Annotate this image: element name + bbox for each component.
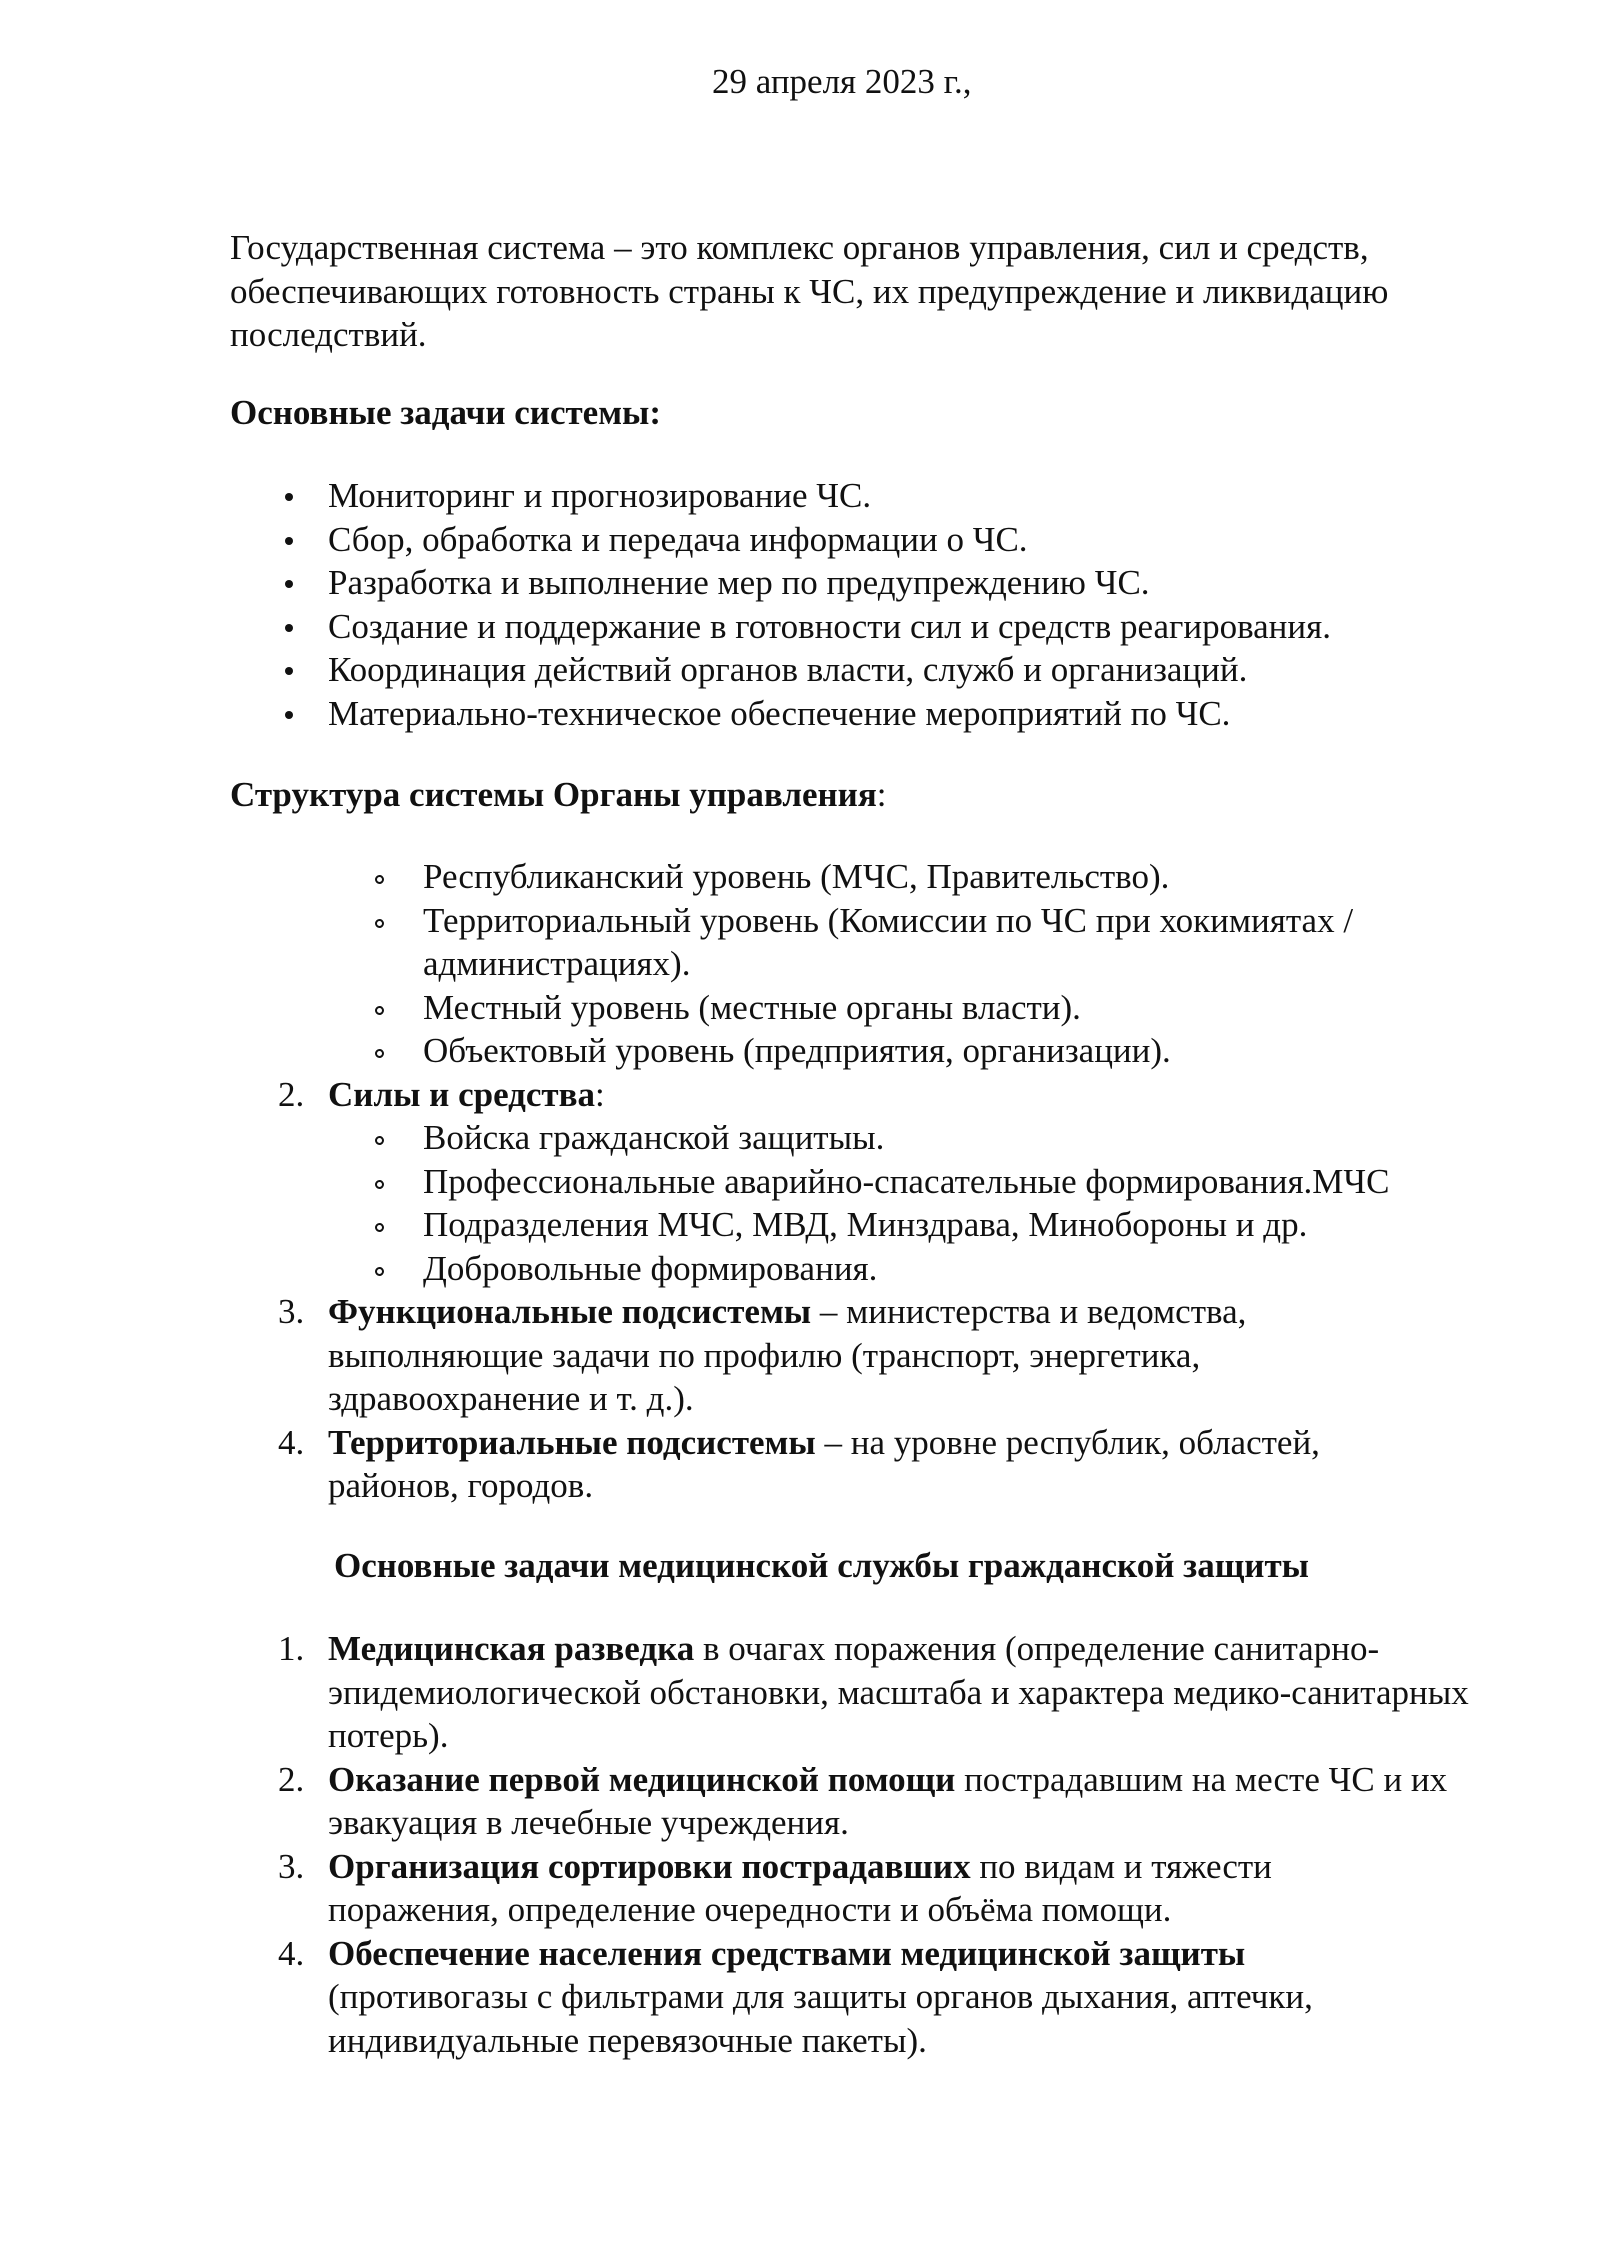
intro-paragraph: Государственная система – это комплекс органов управления, сил и средств, обеспечивающих готовность страны к ЧС, их предупреждение и ликвидацию последствий. bbox=[230, 228, 1389, 354]
list-item: Войска гражданской защитыы. bbox=[0, 1116, 1520, 1160]
governing-levels-list bbox=[0, 855, 1520, 1073]
list-item: Разработка и выполнение мер по предупреждению ЧС. bbox=[230, 561, 1331, 605]
list-item: Координация действий органов власти, служб и организаций. bbox=[230, 648, 1331, 692]
structure-item-forces bbox=[0, 1073, 1520, 1117]
item-title: Функциональные подсистемы bbox=[328, 1292, 812, 1331]
item-title: Силы и средства bbox=[328, 1074, 595, 1114]
medical-item bbox=[0, 1845, 1428, 1932]
tasks-heading: Основные задачи системы: bbox=[230, 393, 662, 432]
list-item: Создание и поддержание в готовности сил и средств реагирования. bbox=[230, 605, 1331, 649]
item-title: Территориальные подсистемы bbox=[328, 1422, 816, 1462]
medical-list bbox=[0, 1627, 1500, 2062]
medical-item bbox=[0, 1758, 1500, 1845]
list-item: Объектовый уровень (предприятия, организации). bbox=[0, 1029, 1520, 1073]
structure-heading-text: Структура системы Органы управления bbox=[230, 775, 877, 814]
list-item: Материально-техническое обеспечение мероприятий по ЧС. bbox=[230, 692, 1331, 736]
item-number: 3. bbox=[278, 1846, 305, 1886]
list-item: Сбор, обработка и передача информации о ЧС. bbox=[230, 518, 1331, 562]
item-text: (противогазы с фильтрами для защиты органов дыхания, аптечки, индивидуальные перевязочные пакеты). bbox=[328, 1977, 1313, 2060]
item-number: 4. bbox=[278, 1933, 305, 1973]
medical-item bbox=[0, 1627, 1500, 1758]
item-number: 2. bbox=[278, 1074, 305, 1114]
item-title: Организация сортировки пострадавших bbox=[328, 1846, 971, 1886]
structure-heading bbox=[230, 773, 887, 817]
structure-heading-colon: : bbox=[876, 775, 887, 814]
item-title: Медицинская разведка bbox=[328, 1629, 695, 1668]
item-title: Оказание первой медицинской помощи bbox=[328, 1759, 956, 1799]
tasks-list bbox=[230, 474, 1331, 735]
forces-list bbox=[0, 1116, 1520, 1290]
item-number: 1. bbox=[278, 1629, 305, 1668]
item-number: 3. bbox=[278, 1292, 305, 1331]
item-text: – на уровне республик, областей, районов, городов. bbox=[328, 1422, 1320, 1505]
list-item: Местный уровень (местные органы власти). bbox=[0, 986, 1520, 1030]
structure-item-territorial bbox=[0, 1421, 1408, 1508]
document-date: 29 апреля 2023 г., bbox=[712, 62, 972, 101]
item-text: по видам и тяжести поражения, определение очередности и объёма помощи. bbox=[328, 1846, 1272, 1929]
structure-list bbox=[0, 855, 1520, 1508]
item-text: : bbox=[594, 1074, 605, 1114]
list-item: Мониторинг и прогнозирование ЧС. bbox=[230, 474, 1331, 518]
item-title: Обеспечение населения средствами медицинской защиты bbox=[328, 1933, 1246, 1973]
medical-heading: Основные задачи медицинской службы гражданской защиты bbox=[334, 1546, 1309, 1585]
list-item: Республиканский уровень (МЧС, Правительство). bbox=[0, 855, 1520, 899]
item-text: пострадавшим на месте ЧС и их эвакуация в лечебные учреждения. bbox=[328, 1759, 1448, 1842]
list-item: Территориальный уровень (Комиссии по ЧС при хокимиятах / администрациях). bbox=[0, 899, 1520, 986]
item-text: в очагах поражения (определение санитарно-эпидемиологической обстановки, масштаба и характера медико-санитарных потерь). bbox=[328, 1629, 1469, 1755]
list-item: Профессиональные аварийно-спасательные формирования.МЧС bbox=[0, 1160, 1520, 1204]
item-number: 4. bbox=[278, 1422, 305, 1462]
item-text: – министерства и ведомства, выполняющие задачи по профилю (транспорт, энергетика, здравоохранение и т. д.). bbox=[328, 1292, 1247, 1418]
list-item: Добровольные формирования. bbox=[0, 1247, 1520, 1291]
medical-item bbox=[0, 1932, 1438, 2063]
item-number: 2. bbox=[278, 1759, 305, 1799]
structure-item-functional bbox=[0, 1290, 1378, 1421]
list-item: Подразделения МЧС, МВД, Минздрава, Минобороны и др. bbox=[0, 1203, 1520, 1247]
